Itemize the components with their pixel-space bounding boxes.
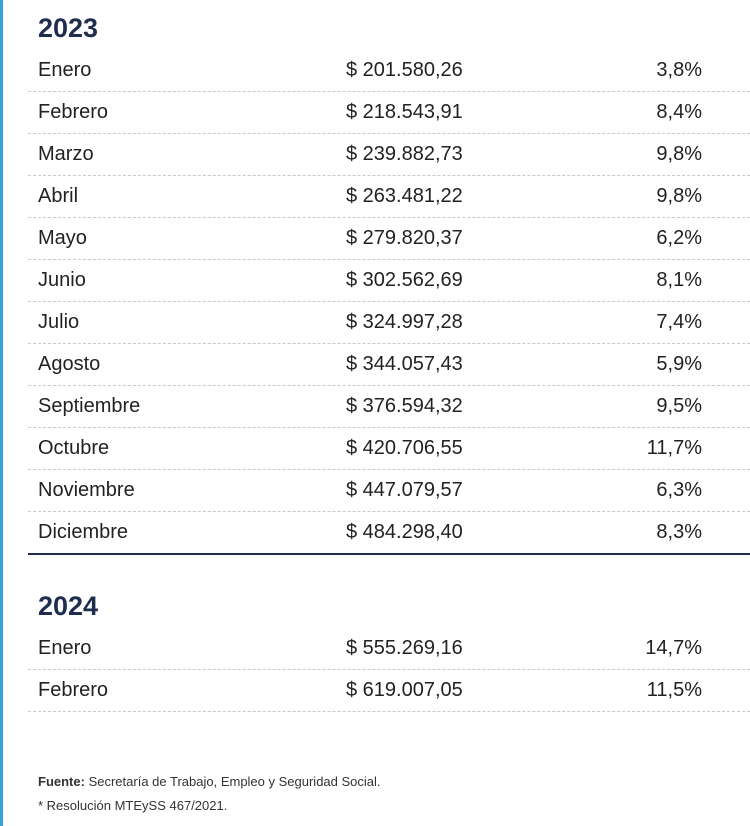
table-row: [28, 176, 750, 218]
amount-cell: $ 302.562,69: [346, 269, 463, 291]
percent-cell: 9,8%: [656, 185, 702, 207]
year-title: 2024: [38, 591, 99, 621]
year-section-2024: [28, 584, 750, 712]
table-row: [28, 428, 750, 470]
month-cell: Enero: [38, 59, 92, 81]
year-section-2023: [28, 6, 750, 555]
amount-cell: $ 619.007,05: [346, 679, 463, 701]
amount-cell: $ 263.481,22: [346, 185, 463, 207]
table-row: [28, 134, 750, 176]
month-cell: Agosto: [38, 353, 101, 375]
amount-cell: $ 376.594,32: [346, 395, 463, 417]
amount-cell: $ 344.057,43: [346, 353, 463, 375]
month-cell: Febrero: [38, 101, 109, 123]
percent-cell: 8,4%: [656, 101, 702, 123]
percent-cell: 6,3%: [656, 479, 702, 501]
month-cell: Noviembre: [38, 479, 135, 501]
percent-cell: 8,3%: [656, 521, 702, 543]
amount-cell: $ 324.997,28: [346, 311, 463, 333]
amount-cell: $ 555.269,16: [346, 637, 463, 659]
amount-cell: $ 201.580,26: [346, 59, 463, 81]
amount-cell: $ 239.882,73: [346, 143, 463, 165]
month-cell: Enero: [38, 637, 92, 659]
percent-cell: 14,7%: [645, 637, 702, 659]
source-text: Secretaría de Trabajo, Empleo y Seguridad Social.: [88, 774, 381, 789]
table-row: [28, 512, 750, 555]
percent-cell: 9,5%: [656, 395, 702, 417]
table-row: [28, 218, 750, 260]
month-cell: Junio: [38, 269, 86, 291]
resolution-note: * Resolución MTEySS 467/2021.: [38, 798, 228, 813]
amount-cell: $ 420.706,55: [346, 437, 463, 459]
percent-cell: 11,5%: [646, 679, 702, 701]
table-row: [28, 260, 750, 302]
table-row: [28, 344, 750, 386]
month-cell: Octubre: [38, 437, 110, 459]
month-cell: Septiembre: [38, 395, 141, 417]
table-row: [28, 386, 750, 428]
table-row: [28, 50, 750, 92]
percent-cell: 11,7%: [646, 437, 702, 459]
amount-cell: $ 218.543,91: [346, 101, 463, 123]
month-cell: Mayo: [38, 227, 87, 249]
month-cell: Abril: [38, 185, 79, 207]
month-cell: Julio: [38, 311, 80, 333]
source-line: [38, 770, 381, 794]
amount-cell: $ 279.820,37: [346, 227, 463, 249]
percent-cell: 9,8%: [656, 143, 702, 165]
table-row: [28, 628, 750, 670]
percent-cell: 7,4%: [656, 311, 702, 333]
percent-cell: 3,8%: [656, 59, 702, 81]
percent-cell: 8,1%: [656, 269, 702, 291]
amount-cell: $ 484.298,40: [346, 521, 463, 543]
amount-cell: $ 447.079,57: [346, 479, 463, 501]
footer: [38, 770, 381, 818]
accent-rule: [0, 0, 3, 826]
month-cell: Marzo: [38, 143, 94, 165]
percent-cell: 6,2%: [656, 227, 702, 249]
month-cell: Febrero: [38, 679, 109, 701]
table-row: [28, 670, 750, 712]
source-label: Fuente:: [38, 774, 85, 789]
table-row: [28, 470, 750, 512]
year-title: 2023: [38, 13, 99, 43]
table-row: [28, 92, 750, 134]
salary-table-2024: [28, 628, 750, 712]
table-row: [28, 302, 750, 344]
percent-cell: 5,9%: [656, 353, 702, 375]
month-cell: Diciembre: [38, 521, 129, 543]
salary-table-2023: [28, 50, 750, 555]
